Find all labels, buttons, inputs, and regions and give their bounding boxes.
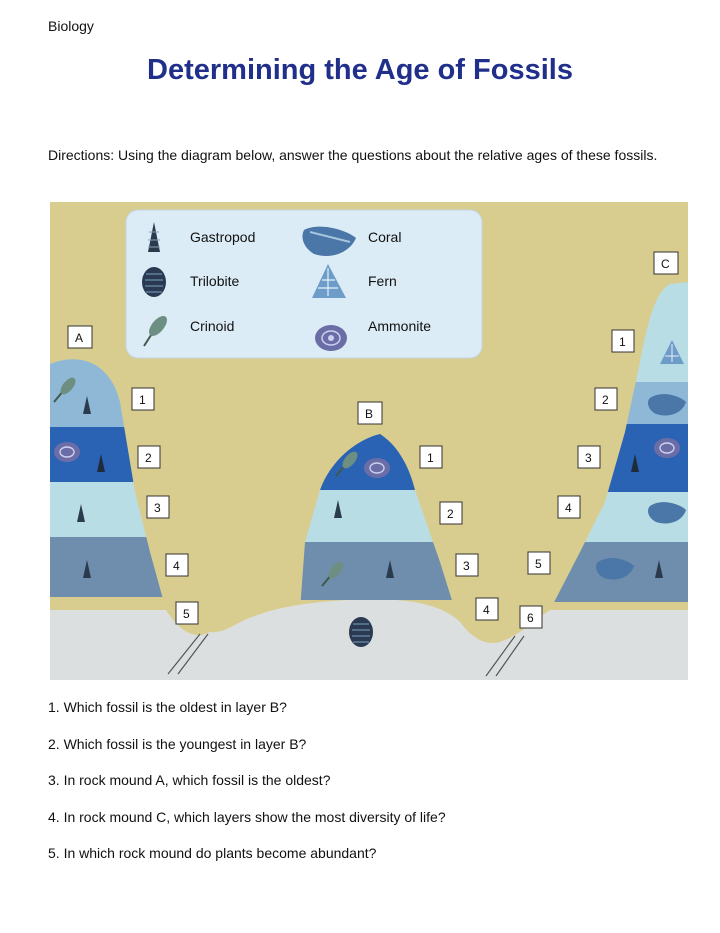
mound-b-layer-2-box — [440, 502, 462, 524]
fossil-bedrock-trilobite-icon — [349, 617, 373, 647]
legend-label-trilobite: Trilobite — [190, 273, 240, 289]
mound-a-layer-1-box — [132, 388, 154, 410]
mound-c-layer-2-box — [595, 388, 617, 410]
mound-c-layer-3-number: 3 — [585, 451, 592, 465]
mound-b-layer-3-box — [456, 554, 478, 576]
mound-c-layer-6-box — [520, 606, 542, 628]
fossil-diagram — [50, 202, 688, 680]
mound-a-layer-4-number: 4 — [173, 559, 180, 573]
trilobite-icon — [142, 267, 166, 297]
mound-b-layer-1-number: 1 — [427, 451, 434, 465]
question-4: 4. In rock mound C, which layers show the most diversity of life? — [48, 808, 446, 825]
mound-c-layer-4-box — [558, 496, 580, 518]
mound-b-layer-4-box — [476, 598, 498, 620]
legend-label-gastropod: Gastropod — [190, 229, 256, 245]
mound-a-layer-5-box — [176, 602, 198, 624]
mound-a-layer-3-number: 3 — [154, 501, 161, 515]
fossil-b1-ammonite-icon — [364, 458, 390, 478]
mound-c-layer-1-number: 1 — [619, 335, 626, 349]
mound-c-layer-3-box — [578, 446, 600, 468]
fossil-a2-ammonite-icon — [54, 442, 80, 462]
mound-c-layer-5-box — [528, 552, 550, 574]
mound-a-layer-4-box — [166, 554, 188, 576]
question-1: 1. Which fossil is the oldest in layer B? — [48, 699, 287, 715]
legend-label-fern: Fern — [368, 273, 397, 289]
mound-c-label — [654, 252, 678, 274]
mound-b-layer-4-number: 4 — [483, 603, 490, 617]
fossil-c3-ammonite-icon — [654, 438, 680, 458]
mound-a-label — [68, 326, 92, 348]
page-title: Determining the Age of Fossils — [147, 54, 573, 86]
mound-a-layer-1-number: 1 — [139, 393, 146, 407]
mound-c-layer-4-number: 4 — [565, 501, 572, 515]
legend-label-ammonite: Ammonite — [368, 318, 432, 334]
directions-text: Directions: Using the diagram below, answer the questions about the relative ages of these fossils. — [48, 147, 658, 163]
legend-label-crinoid: Crinoid — [190, 318, 235, 334]
mound-a-layer-3-box — [147, 496, 169, 518]
mound-b-label — [358, 402, 382, 424]
mound-b-layer-1-box — [420, 446, 442, 468]
question-2: 2. Which fossil is the youngest in layer B? — [48, 735, 307, 752]
legend-label-coral: Coral — [368, 229, 402, 245]
question-3: 3. In rock mound A, which fossil is the oldest? — [48, 772, 331, 788]
mound-a-layer-2-box — [138, 446, 160, 468]
mound-c-layer-2-number: 2 — [602, 393, 609, 407]
mound-a-layer-5-number: 5 — [183, 607, 190, 621]
mound-b-letter: B — [365, 407, 374, 421]
mound-b-layer-2-number: 2 — [447, 507, 454, 521]
mound-a-letter: A — [75, 331, 84, 345]
mound-a-layer-2-number: 2 — [145, 451, 152, 465]
question-list — [48, 698, 688, 881]
mound-c-layer-1-box — [612, 330, 634, 352]
ammonite-icon — [315, 325, 347, 351]
mound-c-layer-6-number: 6 — [527, 611, 534, 625]
mound-c-layer-5-number: 5 — [535, 557, 542, 571]
subject-label: Biology — [48, 18, 94, 34]
mound-b-layer-3-number: 3 — [463, 559, 470, 573]
question-5: 5. In which rock mound do plants become abundant? — [48, 845, 377, 861]
mound-c-letter: C — [661, 257, 670, 271]
